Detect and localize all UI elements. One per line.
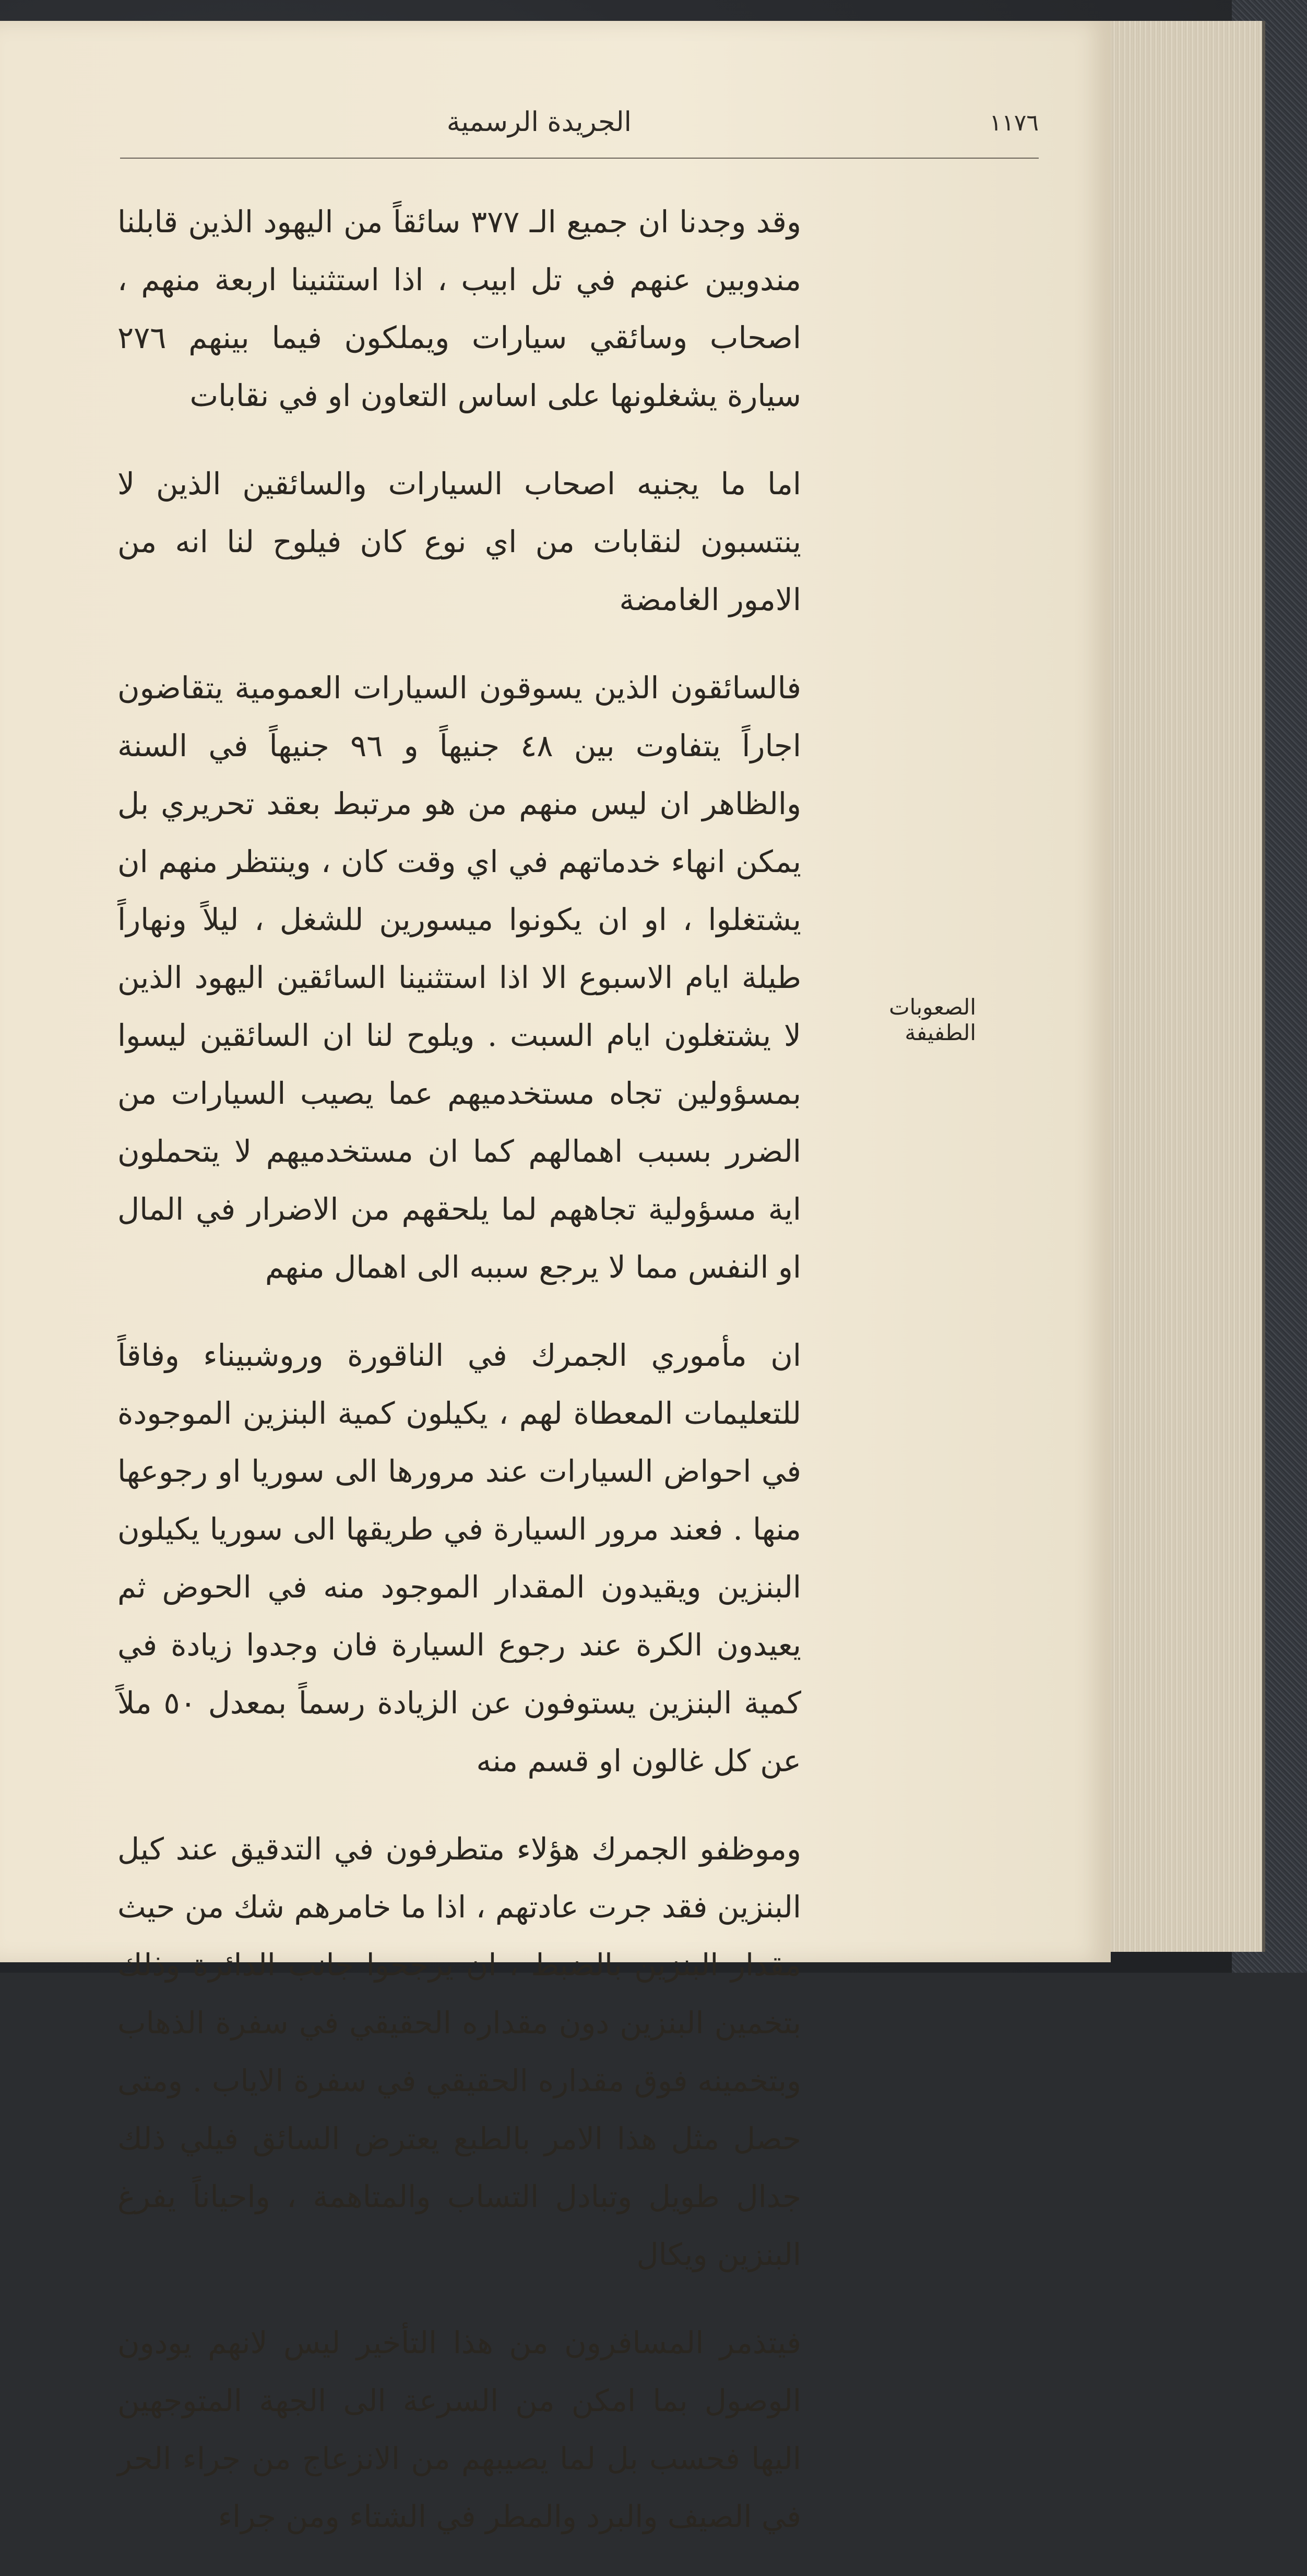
paragraph: فيتذمر المسافرون من هذا التأخير ليس لانهم يودون الوصول بما امكن من السرعة الى الجهة المتوجهين اليها فحسب بل لما يصيبهم من الانزعاج من جراء الحر في الصيف والبرد والمطر في الشتاء ومن جراء	[117, 2325, 801, 2534]
running-title: الجريدة الرسمية	[446, 106, 632, 138]
page-header	[120, 106, 1039, 157]
book-page	[0, 21, 1111, 2534]
paragraph: اما ما يجنيه اصحاب السيارات والسائقين الذين لا ينتسبون لنقابات من اي نوع كان فيلوح لنا انه من الامور الغامضة	[117, 466, 801, 617]
page-edges	[1106, 21, 1265, 1952]
margin-heading: الصعوبات الطفيفة	[889, 994, 976, 1045]
body-text	[117, 193, 801, 2576]
paragraph: وموظفو الجمرك هؤلاء متطرفون في التدقيق عند كيل البنزين فقد جرت عادتهم ، اذا ما خامرهم شك من حيث مقدار البنزين بالضبط ، ان يرجحوا جانب الدائرة وذلك بتخمين البنزين دون مقداره الحقيقي في سفرة الذهاب وبتخمينه فوق مقداره الحقيقي في سفرة الاياب . ومتى حصل مثل هذا الامر بالطبع يعترض السائق فيلي ذلك جدال طويل وتبادل التساب والمتاهمة ، واحياناً يفرغ البنزين ويكال	[117, 1831, 801, 2272]
paragraph: ان مأموري الجمرك في الناقورة وروشبيناء وفاقاً للتعليمات المعطاة لهم ، يكيلون كمية البنزين الموجودة في احواض السيارات عند مرورها الى سوريا او رجوعها منها . فعند مرور السيارة في طريقها الى سوريا يكيلون البنزين ويقيدون المقدار الموجود منه في الحوض ثم يعيدون الكرة عند رجوع السيارة فان وجدوا زيادة في كمية البنزين يستوفون عن الزيادة رسماً بمعدل ٥٠ ملاً عن كل غالون او قسم منه	[117, 1338, 801, 1779]
paragraph: فالسائقون الذين يسوقون السيارات العمومية يتقاضون اجاراً يتفاوت بين ٤٨ جنيهاً و ٩٦ جنيهاً في السنة والظاهر ان ليس منهم من هو مرتبط بعقد تحريري بل يمكن انهاء خدماتهم في اي وقت كان ، وينتظر منهم ان يشتغلوا ، او ان يكونوا ميسورين للشغل ، ليلاً ونهاراً طيلة ايام الاسبوع الا اذا استثنينا السائقين اليهود الذين لا يشتغلون ايام السبت . ويلوح لنا ان السائقين ليسوا بمسؤولين تجاه مستخدميهم عما يصيب السيارات من الضرر بسبب اهمالهم كما ان مستخدميهم لا يتحملون اية مسؤولية تجاههم لما يلحقهم من الاضرار في المال او النفس مما لا يرجع سببه الى اهمال منهم	[117, 670, 801, 1285]
paragraph: وقد وجدنا ان جميع الـ ٣٧٧ سائقاً من اليهود الذين قابلنا مندوبين عنهم في تل ابيب ، اذا استثنينا اربعة منهم ، اصحاب وسائقي سيارات ويملكون فيما بينهم ٢٧٦ سيارة يشغلونها على اساس التعاون او في نقابات	[117, 204, 801, 413]
header-rule	[120, 158, 1039, 159]
page-number: ١١٧٦	[989, 110, 1039, 136]
